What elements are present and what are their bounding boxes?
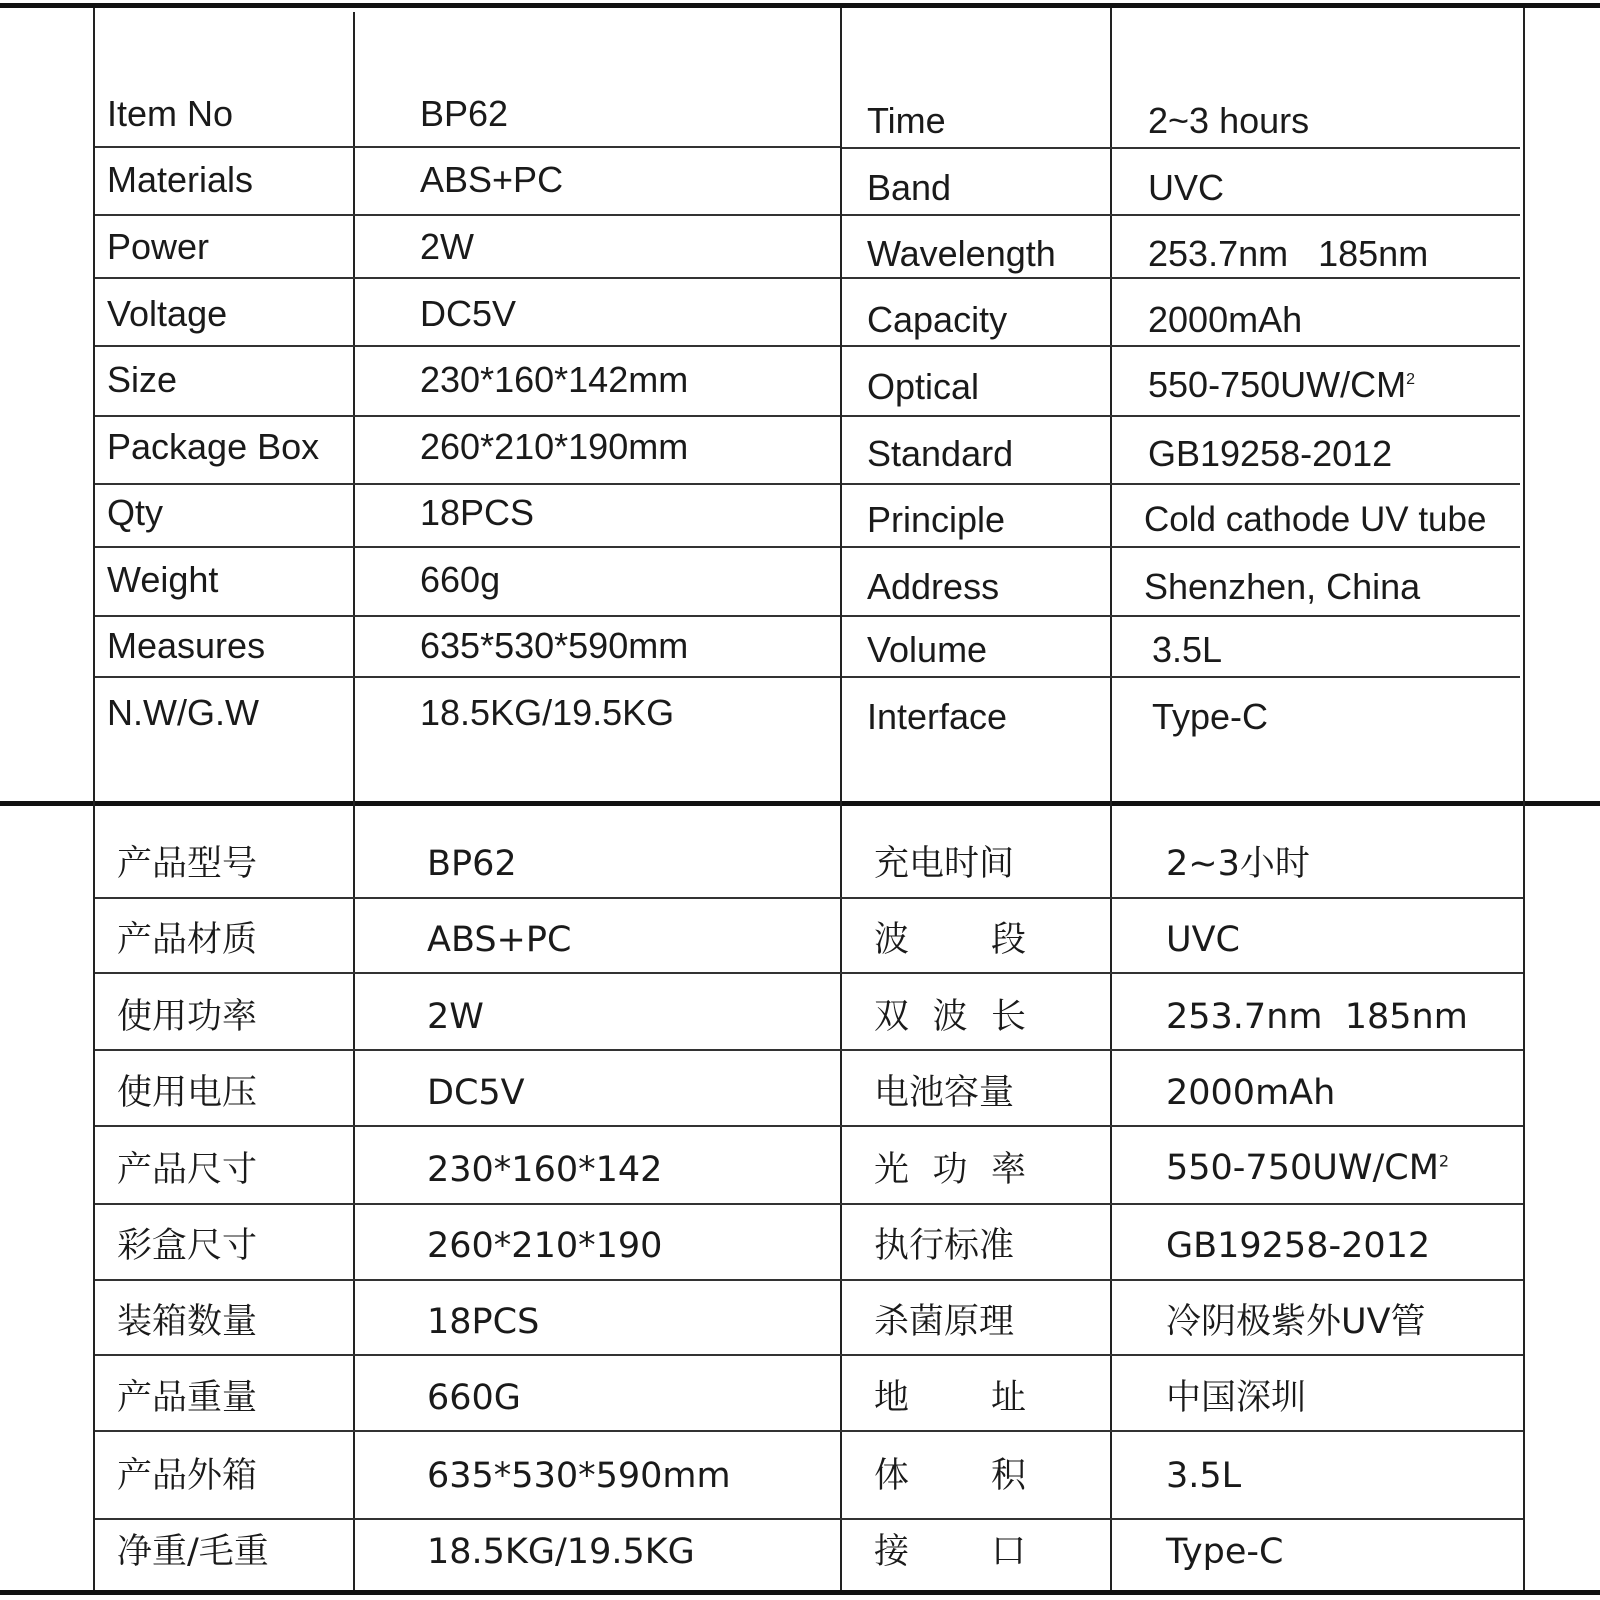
en-value-wavelength: 253.7nm 185nm (1148, 233, 1429, 274)
en-value-standard: GB19258-2012 (1148, 433, 1393, 474)
cn-value-material: ABS+PC (427, 920, 572, 960)
cn-label-volume (874, 1456, 1026, 1496)
cn-row-line (95, 1203, 1523, 1205)
en-left-row-line (95, 546, 840, 548)
en-label-standard: Standard (867, 433, 1014, 474)
cn-value-voltage: DC5V (427, 1073, 525, 1113)
en-right-row-line (842, 277, 1520, 279)
en-right-row-line (842, 415, 1520, 417)
en-label-nw-gw: N.W/G.W (107, 692, 259, 733)
cn-label-weight: 产品重量 (117, 1378, 258, 1418)
cn-label-interface-2: 口 (990, 1532, 1026, 1572)
cn-label-wavelength-2: 波 (932, 997, 968, 1037)
en-value-optical-sup: 2 (1406, 371, 1415, 388)
en-value-power: 2W (420, 226, 474, 267)
cn-label-interface-1: 接 (874, 1532, 910, 1572)
cn-label-size: 产品尺寸 (117, 1150, 258, 1190)
en-label-time: Time (867, 100, 946, 141)
cn-value-standard: GB19258-2012 (1166, 1226, 1431, 1266)
cn-value-interface: Type-C (1166, 1532, 1284, 1572)
cn-row-line (95, 1430, 1523, 1432)
cn-label-band (874, 920, 1026, 960)
en-value-measures: 635*530*590mm (420, 625, 689, 666)
cn-label-box-size: 彩盒尺寸 (117, 1226, 258, 1266)
cn-label-optical-1: 光 (874, 1150, 910, 1190)
en-right-row-line (842, 345, 1520, 347)
cn-label-volume-2: 积 (990, 1456, 1026, 1496)
cn-label-wavelength (874, 997, 1026, 1037)
en-right-row-line (842, 615, 1520, 617)
cn-label-standard: 执行标准 (874, 1226, 1015, 1266)
cn-label-optical (874, 1150, 1026, 1190)
en-label-voltage: Voltage (107, 293, 228, 334)
cn-value-optical (1166, 1148, 1449, 1188)
cn-value-address: 中国深圳 (1166, 1378, 1307, 1418)
cn-label-optical-2: 功 (932, 1150, 968, 1190)
en-label-weight: Weight (107, 559, 219, 600)
cn-row-line (95, 1518, 1523, 1520)
cn-value-charge-time: 2~3小时 (1166, 844, 1310, 884)
en-value-optical-text: 550-750UW/CM (1148, 364, 1407, 405)
cn-row-line (95, 1125, 1523, 1127)
cn-value-qty: 18PCS (427, 1302, 540, 1342)
cn-value-weight: 660G (427, 1378, 521, 1418)
en-label-band: Band (867, 167, 952, 208)
col-line-4 (1110, 8, 1112, 1590)
cn-label-qty: 装箱数量 (117, 1302, 258, 1342)
cn-value-optical-sup: 2 (1438, 1151, 1450, 1171)
cn-label-model: 产品型号 (117, 844, 258, 884)
en-label-qty: Qty (107, 492, 164, 533)
cn-value-principle: 冷阴极紫外UV管 (1166, 1302, 1426, 1342)
en-right-row-line (842, 214, 1520, 216)
en-label-principle: Principle (867, 499, 1006, 540)
en-value-package-box: 260*210*190mm (420, 426, 689, 467)
col-line-1 (93, 8, 95, 1590)
en-value-weight: 660g (420, 559, 501, 600)
en-left-row-line (95, 483, 840, 485)
en-value-materials: ABS+PC (420, 159, 564, 200)
cn-value-volume: 3.5L (1166, 1456, 1242, 1496)
cn-value-outer-box: 635*530*590mm (427, 1456, 731, 1496)
en-left-row-line (95, 615, 840, 617)
cn-label-voltage: 使用电压 (117, 1073, 258, 1113)
cn-row-line (95, 897, 1523, 899)
en-left-row-line (95, 676, 840, 678)
cn-value-size: 230*160*142 (427, 1150, 663, 1190)
cn-label-power: 使用功率 (117, 997, 258, 1037)
en-label-capacity: Capacity (867, 299, 1008, 340)
cn-label-wavelength-3: 长 (990, 997, 1026, 1037)
cn-label-interface (874, 1532, 1026, 1572)
cn-value-capacity: 2000mAh (1166, 1073, 1336, 1113)
en-label-interface: Interface (867, 696, 1008, 737)
en-value-size: 230*160*142mm (420, 359, 689, 400)
en-right-row-line (842, 147, 1520, 149)
cn-label-charge-time: 充电时间 (874, 844, 1015, 884)
en-value-qty: 18PCS (420, 492, 535, 533)
en-value-time: 2~3 hours (1148, 100, 1310, 141)
en-left-row-line (95, 345, 840, 347)
en-value-optical (1148, 365, 1415, 405)
en-value-item-no: BP62 (420, 93, 509, 134)
cn-label-capacity: 电池容量 (874, 1073, 1015, 1113)
cn-value-band: UVC (1166, 920, 1240, 960)
en-right-row-line (842, 546, 1520, 548)
cn-label-principle: 杀菌原理 (874, 1302, 1015, 1342)
en-value-address: Shenzhen, China (1144, 566, 1421, 607)
en-right-row-line (842, 676, 1520, 678)
en-label-power: Power (107, 226, 210, 267)
cn-value-power: 2W (427, 997, 484, 1037)
cn-label-volume-1: 体 (874, 1456, 910, 1496)
en-label-optical: Optical (867, 366, 980, 407)
section-divider (0, 801, 1600, 806)
bottom-border (0, 1590, 1600, 1595)
col-line-5 (1523, 8, 1525, 1590)
cn-label-optical-3: 率 (990, 1150, 1026, 1190)
cn-label-wavelength-1: 双 (874, 997, 910, 1037)
cn-label-outer-box: 产品外箱 (117, 1456, 258, 1496)
en-value-volume: 3.5L (1152, 629, 1223, 670)
cn-value-wavelength: 253.7nm 185nm (1166, 997, 1468, 1037)
cn-value-box-size: 260*210*190 (427, 1226, 663, 1266)
en-left-row-line (95, 214, 840, 216)
en-value-nw-gw: 18.5KG/19.5KG (420, 692, 675, 733)
cn-label-band-2: 段 (990, 920, 1026, 960)
cn-label-address-1: 地 (874, 1378, 910, 1418)
top-border (0, 3, 1600, 8)
cn-value-nw-gw: 18.5KG/19.5KG (427, 1532, 695, 1572)
en-label-size: Size (107, 359, 178, 400)
cn-label-nw-gw: 净重/毛重 (117, 1532, 269, 1572)
cn-row-line (95, 1049, 1523, 1051)
cn-row-line (95, 1354, 1523, 1356)
cn-label-material: 产品材质 (117, 920, 258, 960)
cn-value-optical-text: 550-750UW/CM (1166, 1148, 1439, 1188)
en-label-item-no: Item No (107, 93, 234, 134)
en-value-principle: Cold cathode UV tube (1144, 500, 1487, 539)
cn-row-line (95, 972, 1523, 974)
en-label-measures: Measures (107, 625, 266, 666)
col-line-3 (840, 8, 842, 1590)
en-left-row-line (95, 146, 840, 148)
en-label-address: Address (867, 566, 1000, 607)
en-value-interface: Type-C (1152, 696, 1269, 737)
en-label-package-box: Package Box (107, 426, 320, 467)
en-label-materials: Materials (107, 159, 254, 200)
cn-label-band-1: 波 (874, 920, 910, 960)
en-value-capacity: 2000mAh (1148, 299, 1303, 340)
en-right-row-line (842, 483, 1520, 485)
en-label-volume: Volume (867, 629, 988, 670)
cn-value-model: BP62 (427, 844, 517, 884)
en-left-row-line (95, 415, 840, 417)
en-label-wavelength: Wavelength (867, 233, 1056, 274)
cn-row-line (95, 1279, 1523, 1281)
cn-label-address (874, 1378, 1026, 1418)
en-value-voltage: DC5V (420, 293, 517, 334)
cn-label-address-2: 址 (990, 1378, 1026, 1418)
en-left-row-line (95, 277, 840, 279)
en-value-band: UVC (1148, 167, 1225, 208)
